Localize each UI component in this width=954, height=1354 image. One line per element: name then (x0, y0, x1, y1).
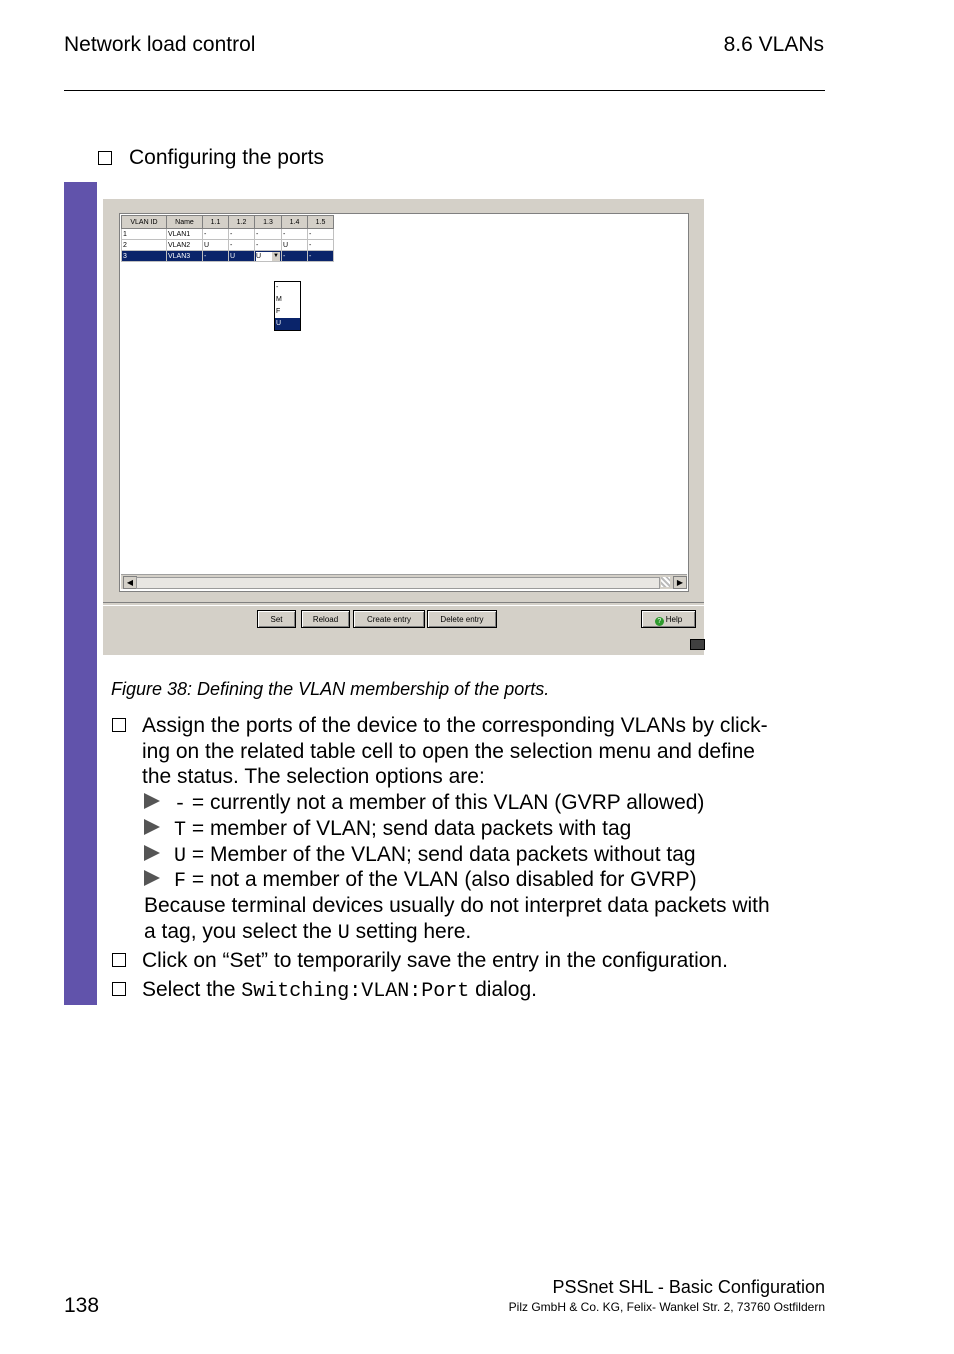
col-header-port-1-3[interactable]: 1.3 (255, 216, 282, 229)
col-header-port-1-5[interactable]: 1.5 (308, 216, 334, 229)
cell-name[interactable]: VLAN2 (167, 240, 203, 251)
checkbox-icon (112, 982, 126, 996)
note-line-2: a tag, you select the U setting here. (144, 920, 472, 945)
step-configuring-ports: Configuring the ports (98, 146, 324, 170)
cell-port[interactable]: - (255, 229, 282, 240)
cell-vlan-id[interactable]: 1 (122, 229, 167, 240)
cell-port[interactable]: - (255, 240, 282, 251)
cell-port-dropdown[interactable] (255, 251, 282, 262)
resize-grip-icon[interactable] (661, 577, 670, 587)
cell-vlan-id[interactable]: 2 (122, 240, 167, 251)
port-status-options (274, 281, 301, 331)
scroll-left-icon[interactable]: ◀ (123, 576, 137, 589)
reload-button[interactable]: Reload (301, 610, 350, 628)
horizontal-scrollbar[interactable] (121, 574, 687, 589)
header-chapter: Network load control (64, 33, 256, 56)
create-entry-button[interactable]: Create entry (353, 610, 425, 628)
cell-port[interactable]: - (203, 251, 229, 262)
cell-port[interactable]: - (203, 229, 229, 240)
status-icon (690, 639, 705, 650)
option-item-selected[interactable]: U (275, 318, 300, 330)
option-bullet: - = currently not a member of this VLAN (GVRP allowed) (144, 790, 704, 818)
cell-port[interactable]: - (229, 240, 255, 251)
cell-port[interactable]: - (229, 229, 255, 240)
help-button[interactable]: ? Help (641, 610, 696, 628)
cell-port[interactable]: - (308, 251, 334, 262)
col-header-vlan-id[interactable]: VLAN ID (122, 216, 167, 229)
bullet-triangle-icon (144, 793, 160, 809)
help-icon: ? (655, 617, 664, 626)
vlan-table-area (119, 213, 689, 592)
scroll-right-icon[interactable]: ▶ (673, 576, 687, 589)
step-click-set: Click on “Set” to temporarily save the entry in the configuration. (111, 948, 728, 974)
chevron-down-icon[interactable]: ▼ (273, 252, 279, 259)
checkbox-icon (112, 953, 126, 967)
scroll-thumb[interactable] (136, 577, 660, 589)
col-header-name[interactable]: Name (167, 216, 203, 229)
vlan-membership-table (121, 215, 334, 262)
col-header-port-1-2[interactable]: 1.2 (229, 216, 255, 229)
step-assign-ports: Assign the ports of the device to the corresponding VLANs by click- ing on the related table cell to open the selection menu and define the status. The selection options are: (111, 713, 768, 790)
cell-port[interactable]: - (308, 229, 334, 240)
port-status-select[interactable]: U ▼ (256, 252, 279, 260)
option-item[interactable]: - (276, 284, 279, 291)
footer-title: PSSnet SHL - Basic Configuration (552, 1277, 825, 1297)
note-line-1: Because terminal devices usually do not interpret data packets with (144, 894, 770, 917)
cell-port[interactable]: - (308, 240, 334, 251)
cell-vlan-id[interactable]: 3 (122, 251, 167, 262)
cell-port[interactable]: U (203, 240, 229, 251)
footer-address: Pilz GmbH & Co. KG, Felix- Wankel Str. 2, 73760 Ostfildern (508, 1300, 825, 1314)
checkbox-icon (98, 151, 112, 165)
vlan-static-screenshot (103, 199, 704, 655)
procedure-sidebar-bar (64, 182, 97, 1005)
option-item[interactable]: F (276, 308, 281, 315)
cell-port[interactable]: - (282, 251, 308, 262)
delete-entry-button[interactable]: Delete entry (427, 610, 497, 628)
page-number: 138 (64, 1294, 100, 1317)
cell-name[interactable]: VLAN3 (167, 251, 203, 262)
checkbox-icon (112, 718, 126, 732)
option-bullet: U = Member of the VLAN; send data packets without tag (144, 842, 696, 870)
header-rule (64, 90, 825, 91)
option-bullet: T = member of VLAN; send data packets with tag (144, 816, 631, 844)
header-section: 8.6 VLANs (723, 33, 824, 56)
bullet-triangle-icon (144, 819, 160, 835)
step-select-dialog: Select the Switching:VLAN:Port dialog. (111, 977, 537, 1005)
col-header-port-1-4[interactable]: 1.4 (282, 216, 308, 229)
cell-port[interactable]: U (229, 251, 255, 262)
table-row-selected[interactable] (122, 251, 334, 262)
option-bullet: F = not a member of the VLAN (also disabled for GVRP) (144, 867, 697, 895)
figure-caption: Figure 38: Defining the VLAN membership of the ports. (111, 679, 550, 699)
cell-port[interactable]: U (282, 240, 308, 251)
table-row[interactable] (122, 229, 334, 240)
cell-port[interactable]: - (282, 229, 308, 240)
table-row[interactable] (122, 240, 334, 251)
button-bar-divider (103, 602, 704, 606)
bullet-triangle-icon (144, 870, 160, 886)
set-button[interactable]: Set (257, 610, 296, 628)
option-item[interactable]: M (276, 296, 282, 303)
cell-name[interactable]: VLAN1 (167, 229, 203, 240)
bullet-triangle-icon (144, 845, 160, 861)
col-header-port-1-1[interactable]: 1.1 (203, 216, 229, 229)
